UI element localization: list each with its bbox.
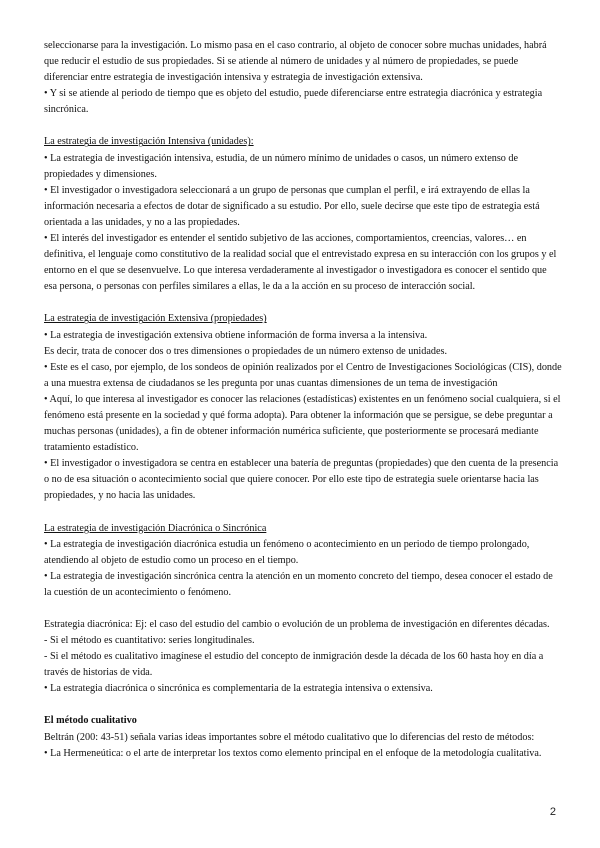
bullet-item: • La estrategia de investigación sincrónica centra la atención en un momento concreto del tiempo, desea conocer el estado de la cuestión de un acontecimiento o fenómeno. xyxy=(44,570,553,598)
bullet-item: • La estrategia de investigación diacrónica estudia un fenómeno o acontecimiento en un periodo de tiempo prolongado, atendiendo al objeto de estudio como un proceso en el tiempo. xyxy=(44,538,530,566)
bullet-item: • El investigador o investigadora se centra en establecer una batería de preguntas (propiedades) que den cuenta de la presencia o no de esa situación o acontecimiento social que quiere conocer. Por ello este tipo de estrategia suele orientarse hacia las propiedades, y no hacia las unidades. xyxy=(44,458,559,502)
bullet-item: • El interés del investigador es entender el sentido subjetivo de las acciones, comportamientos, creencias, valores… en definitiva, el lenguaje como constitutivo de la realidad social que el entrevistado expresa en su interacción con los grupos y el entorno en el que se desenvuelve. Lo que interesa verdaderamente al investigador o investigadora es conocer el sentido que esa persona, o personas con perfiles similares a ellas, le da a la acción en su proceso de interacción social. xyxy=(44,233,557,293)
page-number: 2 xyxy=(549,806,556,818)
bullet-item: • Este es el caso, por ejemplo, de los sondeos de opinión realizados por el Centro de Investigaciones Sociológicas (CIS), donde a una muestra extensa de ciudadanos se les pregunta por unas cuantas dimensiones de un tema de investigación xyxy=(44,361,562,389)
bullet-item: • Y si se atiende al periodo de tiempo que es objeto del estudio, puede diferenciarse entre estrategia diacrónica y estrategia sincrónica. xyxy=(44,88,543,116)
list-item: - Si el método es cualitativo imagínese el estudio del concepto de inmigración desde la década de los 60 hasta hoy en día a través de historias de vida. xyxy=(44,651,544,679)
section-heading-extensiva: La estrategia de investigación Extensiva (propiedades) xyxy=(44,313,267,325)
document-page xyxy=(44,38,562,762)
section-heading-cualitativo: El método cualitativo xyxy=(44,715,137,727)
paragraph: Es decir, trata de conocer dos o tres dimensiones o propiedades de un número extenso de unidades. xyxy=(44,345,448,357)
list-item: - Si el método es cuantitativo: series longitudinales. xyxy=(44,635,255,647)
bullet-item: • El investigador o investigadora seleccionará a un grupo de personas que cumplan el perfil, e irá extrayendo de ellas la información necesaria a efectos de dotar de significado a su estudio. Por ello, suele decirse que este tipo de estrategia está orientada a las unidades, y no a las propiedades. xyxy=(44,184,540,228)
paragraph: Beltrán (200: 43-51) señala varias ideas importantes sobre el método cualitativo que lo diferencias del resto de métodos: xyxy=(44,731,535,743)
bullet-item: • La estrategia de investigación extensiva obtiene información de forma inversa a la intensiva. xyxy=(44,329,428,341)
bullet-item: • Aquí, lo que interesa al investigador es conocer las relaciones (estadísticas) existentes en un fenómeno social cualquiera, si el fenómeno está presente en la sociedad y qué forma adopta). Para obtener la información que se persigue, se debe preguntar a muchas personas (unidades), a fin de obtener información numérica suficiente, que posteriormente se procesará mediante tratamiento estadístico. xyxy=(44,393,561,454)
bullet-item: • La Hermeneútica: o el arte de interpretar los textos como elemento principal en el enfoque de la metodología cualitativa. xyxy=(44,747,542,759)
section-heading-intensiva: La estrategia de investigación Intensiva (unidades): xyxy=(44,136,254,148)
bullet-item: • La estrategia diacrónica o sincrónica es complementaria de la estrategia intensiva o extensiva. xyxy=(44,683,433,695)
paragraph: seleccionarse para la investigación. Lo mismo pasa en el caso contrario, al objeto de conocer sobre muchas unidades, habrá que reducir el estudio de sus propiedades. Si se atiende al número de unidades y al número de propiedades, se puede diferenciar entre estrategia de investigación intensiva y estrategia de investigación extensiva. xyxy=(44,40,547,84)
section-heading-diacronica: La estrategia de investigación Diacrónica o Sincrónica xyxy=(44,522,267,534)
paragraph: Estrategia diacrónica: Ej: el caso del estudio del cambio o evolución de un problema de investigación en diferentes décadas. xyxy=(44,619,550,630)
bullet-item: • La estrategia de investigación intensiva, estudia, de un número mínimo de unidades o casos, un número extenso de propiedades y dimensiones. xyxy=(44,152,519,180)
